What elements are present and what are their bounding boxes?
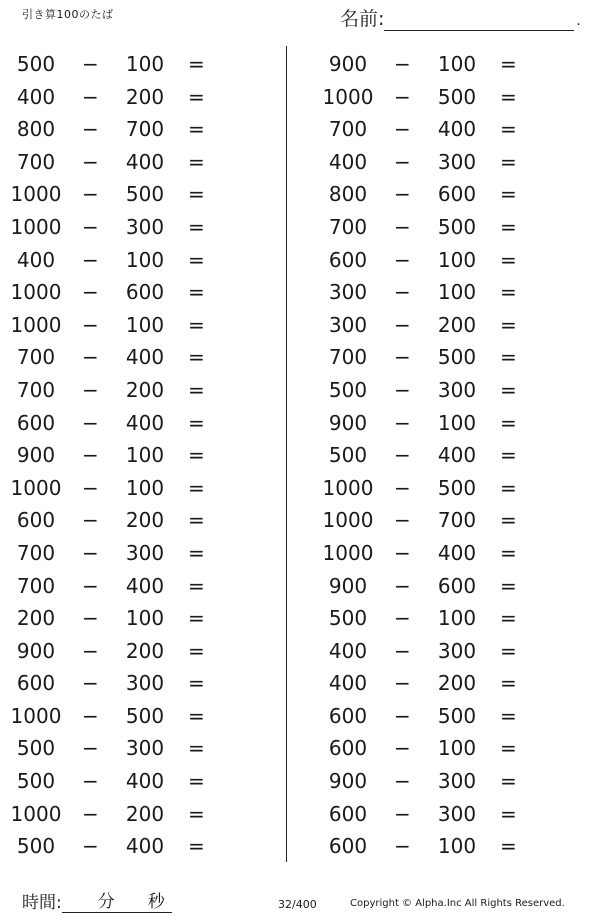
minus-sign: − <box>82 606 99 631</box>
equals-sign: = <box>188 410 205 435</box>
minus-sign: − <box>82 671 99 696</box>
problem-row <box>0 699 280 732</box>
subtrahend: 500 <box>437 214 477 239</box>
problem-row <box>312 764 592 797</box>
equals-sign: = <box>188 769 205 794</box>
subtrahend: 400 <box>125 834 165 859</box>
minuend: 700 <box>16 149 56 174</box>
minus-sign: − <box>394 671 411 696</box>
equals-sign: = <box>188 214 205 239</box>
problem-row <box>312 699 592 732</box>
subtrahend: 400 <box>125 149 165 174</box>
subtrahend: 200 <box>437 312 477 337</box>
minus-sign: − <box>82 475 99 500</box>
time-blank-line <box>62 894 172 913</box>
problem-row <box>312 80 592 113</box>
minus-sign: − <box>394 801 411 826</box>
problem-row <box>312 797 592 830</box>
minuend: 700 <box>16 573 56 598</box>
problem-row <box>312 112 592 145</box>
minus-sign: − <box>394 606 411 631</box>
minus-sign: − <box>82 377 99 402</box>
subtrahend: 500 <box>437 345 477 370</box>
subtrahend: 100 <box>437 834 477 859</box>
minus-sign: − <box>394 84 411 109</box>
minuend: 500 <box>328 443 368 468</box>
equals-sign: = <box>500 52 517 76</box>
equals-sign: = <box>500 84 517 109</box>
problem-row <box>312 373 592 406</box>
problem-row <box>0 406 280 439</box>
equals-sign: = <box>188 606 205 631</box>
minuend: 900 <box>328 573 368 598</box>
subtrahend: 400 <box>437 540 477 565</box>
equals-sign: = <box>188 280 205 305</box>
minus-sign: − <box>394 769 411 794</box>
minus-sign: − <box>82 769 99 794</box>
minuend: 700 <box>16 345 56 370</box>
minuend: 900 <box>328 410 368 435</box>
problem-row <box>0 210 280 243</box>
minuend: 1000 <box>322 84 374 109</box>
subtrahend: 300 <box>125 540 165 565</box>
minuend: 600 <box>328 736 368 761</box>
subtrahend: 400 <box>125 410 165 435</box>
minus-sign: − <box>82 117 99 142</box>
equals-sign: = <box>500 345 517 370</box>
minuend: 1000 <box>322 475 374 500</box>
problem-row <box>312 634 592 667</box>
subtrahend: 400 <box>125 573 165 598</box>
equals-sign: = <box>188 52 205 76</box>
minus-sign: − <box>82 834 99 859</box>
minuend: 500 <box>16 52 56 76</box>
minus-sign: − <box>82 149 99 174</box>
subtrahend: 700 <box>437 508 477 533</box>
subtrahend: 500 <box>437 703 477 728</box>
minus-sign: − <box>394 345 411 370</box>
minuend: 1000 <box>10 182 62 207</box>
equals-sign: = <box>500 247 517 272</box>
subtrahend: 600 <box>125 280 165 305</box>
subtrahend: 200 <box>125 508 165 533</box>
minus-sign: − <box>394 149 411 174</box>
equals-sign: = <box>188 671 205 696</box>
problem-row <box>0 243 280 276</box>
equals-sign: = <box>188 540 205 565</box>
subtrahend: 300 <box>125 671 165 696</box>
subtrahend: 600 <box>437 573 477 598</box>
minus-sign: − <box>394 475 411 500</box>
problem-row <box>312 275 592 308</box>
minuend: 700 <box>328 214 368 239</box>
minuend: 500 <box>328 377 368 402</box>
minus-sign: − <box>394 214 411 239</box>
subtrahend: 100 <box>125 52 165 76</box>
subtrahend: 100 <box>125 475 165 500</box>
minus-sign: − <box>82 52 99 76</box>
problem-row <box>312 438 592 471</box>
seconds-unit: 秒 <box>147 892 165 912</box>
minuend: 1000 <box>10 703 62 728</box>
subtrahend: 200 <box>125 84 165 109</box>
equals-sign: = <box>188 834 205 859</box>
problem-row <box>0 601 280 634</box>
minus-sign: − <box>82 443 99 468</box>
problem-row <box>312 243 592 276</box>
equals-sign: = <box>500 182 517 207</box>
equals-sign: = <box>188 443 205 468</box>
problem-row <box>0 503 280 536</box>
minuend: 1000 <box>10 280 62 305</box>
subtrahend: 300 <box>437 638 477 663</box>
minuend: 900 <box>328 52 368 76</box>
problem-row <box>312 569 592 602</box>
subtrahend: 200 <box>437 671 477 696</box>
problem-row <box>0 275 280 308</box>
minuend: 1000 <box>10 475 62 500</box>
minuend: 800 <box>16 117 56 142</box>
minus-sign: − <box>82 703 99 728</box>
subtrahend: 200 <box>125 638 165 663</box>
equals-sign: = <box>188 736 205 761</box>
minuend: 500 <box>16 834 56 859</box>
minuend: 600 <box>328 247 368 272</box>
equals-sign: = <box>500 736 517 761</box>
minuend: 400 <box>16 84 56 109</box>
minuend: 300 <box>328 312 368 337</box>
subtrahend: 600 <box>437 182 477 207</box>
equals-sign: = <box>500 149 517 174</box>
minus-sign: − <box>394 443 411 468</box>
minuend: 600 <box>16 671 56 696</box>
problem-row <box>0 177 280 210</box>
equals-sign: = <box>188 247 205 272</box>
problem-row <box>312 666 592 699</box>
name-dot: . <box>576 13 581 29</box>
problem-row <box>0 536 280 569</box>
problem-row <box>0 471 280 504</box>
minuend: 1000 <box>10 312 62 337</box>
problem-row <box>0 80 280 113</box>
subtrahend: 500 <box>125 182 165 207</box>
minus-sign: − <box>82 182 99 207</box>
equals-sign: = <box>188 638 205 663</box>
problem-row <box>0 340 280 373</box>
problem-row <box>0 569 280 602</box>
equals-sign: = <box>188 377 205 402</box>
minus-sign: − <box>82 247 99 272</box>
equals-sign: = <box>500 443 517 468</box>
minus-sign: − <box>394 834 411 859</box>
minuend: 600 <box>16 508 56 533</box>
minus-sign: − <box>82 638 99 663</box>
subtrahend: 500 <box>125 703 165 728</box>
minus-sign: − <box>82 312 99 337</box>
minutes-unit: 分 <box>97 892 115 912</box>
minuend: 500 <box>16 769 56 794</box>
minuend: 900 <box>16 443 56 468</box>
problem-row <box>312 731 592 764</box>
subtrahend: 400 <box>125 345 165 370</box>
equals-sign: = <box>500 117 517 142</box>
equals-sign: = <box>188 508 205 533</box>
name-field <box>340 4 581 31</box>
minuend: 400 <box>328 149 368 174</box>
problem-row <box>0 764 280 797</box>
problem-row <box>0 112 280 145</box>
equals-sign: = <box>188 703 205 728</box>
problem-row <box>0 634 280 667</box>
subtrahend: 300 <box>437 377 477 402</box>
problem-row <box>312 601 592 634</box>
problem-row <box>0 145 280 178</box>
subtrahend: 100 <box>125 606 165 631</box>
problem-row <box>312 503 592 536</box>
equals-sign: = <box>500 671 517 696</box>
minuend: 600 <box>328 801 368 826</box>
problem-row <box>0 797 280 830</box>
minus-sign: − <box>394 573 411 598</box>
minuend: 400 <box>16 247 56 272</box>
minus-sign: − <box>394 247 411 272</box>
minus-sign: − <box>394 312 411 337</box>
worksheet-title: 引き算100のたば <box>22 8 114 21</box>
subtrahend: 500 <box>437 84 477 109</box>
minus-sign: − <box>394 638 411 663</box>
problem-row <box>0 731 280 764</box>
subtrahend: 300 <box>125 736 165 761</box>
problem-row <box>312 47 592 80</box>
subtrahend: 300 <box>437 769 477 794</box>
page-number: 32/400 <box>278 898 317 911</box>
equals-sign: = <box>500 377 517 402</box>
minus-sign: − <box>394 508 411 533</box>
minus-sign: − <box>394 280 411 305</box>
subtrahend: 300 <box>125 214 165 239</box>
problem-row <box>0 47 280 80</box>
subtrahend: 100 <box>437 52 477 76</box>
subtrahend: 300 <box>437 149 477 174</box>
problem-row <box>312 340 592 373</box>
subtrahend: 100 <box>125 312 165 337</box>
equals-sign: = <box>500 769 517 794</box>
minuend: 300 <box>328 280 368 305</box>
subtrahend: 400 <box>437 117 477 142</box>
subtrahend: 100 <box>437 247 477 272</box>
problem-row <box>312 536 592 569</box>
subtrahend: 400 <box>125 769 165 794</box>
minuend: 400 <box>328 638 368 663</box>
equals-sign: = <box>188 801 205 826</box>
minuend: 700 <box>328 117 368 142</box>
minus-sign: − <box>394 736 411 761</box>
equals-sign: = <box>500 703 517 728</box>
subtrahend: 200 <box>125 377 165 402</box>
minuend: 500 <box>16 736 56 761</box>
minus-sign: − <box>82 84 99 109</box>
minuend: 800 <box>328 182 368 207</box>
equals-sign: = <box>500 508 517 533</box>
minuend: 600 <box>328 703 368 728</box>
minus-sign: − <box>82 508 99 533</box>
problem-row <box>312 210 592 243</box>
minus-sign: − <box>82 801 99 826</box>
minuend: 900 <box>16 638 56 663</box>
minus-sign: − <box>394 540 411 565</box>
minus-sign: − <box>82 736 99 761</box>
minus-sign: − <box>394 377 411 402</box>
equals-sign: = <box>500 410 517 435</box>
equals-sign: = <box>188 117 205 142</box>
minuend: 200 <box>16 606 56 631</box>
minuend: 1000 <box>10 801 62 826</box>
problem-row <box>0 829 280 862</box>
right-problem-column <box>312 47 592 862</box>
minuend: 900 <box>328 769 368 794</box>
column-divider <box>286 46 287 862</box>
minuend: 400 <box>328 671 368 696</box>
problem-row <box>312 177 592 210</box>
minuend: 700 <box>16 377 56 402</box>
minus-sign: − <box>82 280 99 305</box>
equals-sign: = <box>500 214 517 239</box>
equals-sign: = <box>188 312 205 337</box>
name-label: 名前: <box>340 8 385 30</box>
problem-row <box>0 308 280 341</box>
subtrahend: 400 <box>437 443 477 468</box>
minus-sign: − <box>82 214 99 239</box>
name-blank-line <box>384 10 574 31</box>
equals-sign: = <box>500 280 517 305</box>
minus-sign: − <box>82 410 99 435</box>
equals-sign: = <box>188 345 205 370</box>
problem-row <box>0 666 280 699</box>
time-field <box>22 888 172 913</box>
subtrahend: 300 <box>437 801 477 826</box>
minus-sign: − <box>394 117 411 142</box>
minus-sign: − <box>82 345 99 370</box>
minus-sign: − <box>394 410 411 435</box>
equals-sign: = <box>188 573 205 598</box>
copyright-notice: Copyright © Alpha.Inc All Rights Reserved. <box>350 898 565 909</box>
equals-sign: = <box>188 475 205 500</box>
subtrahend: 100 <box>125 443 165 468</box>
subtrahend: 200 <box>125 801 165 826</box>
minuend: 1000 <box>10 214 62 239</box>
equals-sign: = <box>188 149 205 174</box>
time-label: 時間: <box>22 893 62 913</box>
subtrahend: 700 <box>125 117 165 142</box>
equals-sign: = <box>500 834 517 859</box>
equals-sign: = <box>188 182 205 207</box>
subtrahend: 100 <box>437 280 477 305</box>
equals-sign: = <box>500 606 517 631</box>
minus-sign: − <box>394 182 411 207</box>
equals-sign: = <box>500 638 517 663</box>
equals-sign: = <box>500 573 517 598</box>
problem-row <box>312 471 592 504</box>
minuend: 700 <box>16 540 56 565</box>
minus-sign: − <box>394 703 411 728</box>
minuend: 700 <box>328 345 368 370</box>
problem-row <box>312 145 592 178</box>
minus-sign: − <box>82 540 99 565</box>
minuend: 1000 <box>322 508 374 533</box>
problem-row <box>0 373 280 406</box>
subtrahend: 500 <box>437 475 477 500</box>
equals-sign: = <box>500 475 517 500</box>
problem-row <box>0 438 280 471</box>
equals-sign: = <box>500 801 517 826</box>
problem-row <box>312 308 592 341</box>
subtrahend: 100 <box>437 606 477 631</box>
subtrahend: 100 <box>437 410 477 435</box>
minuend: 500 <box>328 606 368 631</box>
minuend: 600 <box>328 834 368 859</box>
subtrahend: 100 <box>437 736 477 761</box>
minuend: 1000 <box>322 540 374 565</box>
problem-row <box>312 406 592 439</box>
equals-sign: = <box>500 312 517 337</box>
left-problem-column <box>0 47 280 862</box>
problem-row <box>312 829 592 862</box>
minus-sign: − <box>82 573 99 598</box>
minuend: 600 <box>16 410 56 435</box>
minus-sign: − <box>394 52 411 76</box>
equals-sign: = <box>188 84 205 109</box>
equals-sign: = <box>500 540 517 565</box>
subtrahend: 100 <box>125 247 165 272</box>
